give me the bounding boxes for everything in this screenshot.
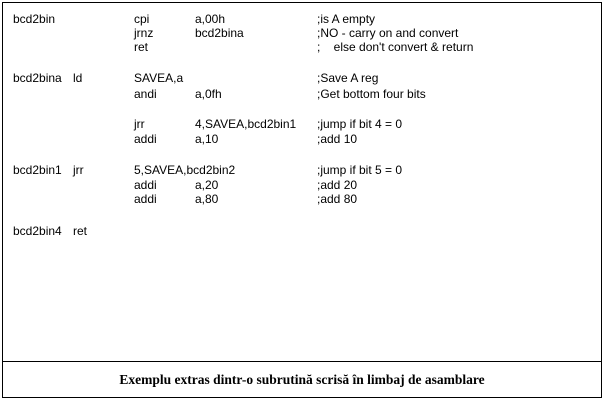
- code-opcode: jrr: [134, 117, 145, 131]
- code-label: bcd2bina: [13, 71, 62, 85]
- code-comment: ;Get bottom four bits: [317, 87, 426, 101]
- code-label: bcd2bin1: [13, 163, 62, 177]
- caption-box: [3, 361, 601, 397]
- code-comment: ; else don't convert & return: [317, 40, 474, 54]
- code-comment: ;add 80: [317, 192, 358, 206]
- code-operand: 5,SAVEA,bcd2bin2: [134, 163, 236, 177]
- code-opcode: ret: [134, 40, 149, 54]
- code-comment: ;add 20: [317, 178, 358, 192]
- code-label: bcd2bin4: [13, 224, 62, 238]
- code-opcode: jrnz: [134, 26, 154, 40]
- code-comment: ;jump if bit 5 = 0: [317, 163, 403, 177]
- code-opcode: addi: [134, 178, 157, 192]
- code-operand: a,10: [195, 132, 219, 146]
- code-comment: ;NO - carry on and convert: [317, 26, 459, 40]
- code-operand: a,0fh: [195, 87, 222, 101]
- code-operand: 4,SAVEA,bcd2bin1: [195, 117, 297, 131]
- code-comment: ;is A empty: [317, 12, 376, 26]
- code-opcode: ld: [73, 71, 83, 85]
- code-operand: SAVEA,a: [134, 71, 184, 85]
- code-opcode: addi: [134, 132, 157, 146]
- code-operand: a,80: [195, 192, 219, 206]
- code-opcode: cpi: [134, 12, 150, 26]
- assembly-listing: [3, 3, 601, 360]
- code-opcode: andi: [134, 87, 157, 101]
- code-comment: ;jump if bit 4 = 0: [317, 117, 403, 131]
- figure-frame: [2, 2, 602, 398]
- code-operand: a,00h: [195, 12, 226, 26]
- code-label: bcd2bin: [13, 12, 56, 26]
- code-operand: bcd2bina: [195, 26, 244, 40]
- code-comment: ;add 10: [317, 132, 358, 146]
- code-comment: ;Save A reg: [317, 71, 379, 85]
- code-operand: a,20: [195, 178, 219, 192]
- code-opcode: jrr: [73, 163, 84, 177]
- code-opcode: ret: [73, 224, 88, 238]
- code-opcode: addi: [134, 192, 157, 206]
- figure-caption: Exemplu extras dintr-o subrutină scrisă în limbaj de asamblare: [119, 371, 485, 387]
